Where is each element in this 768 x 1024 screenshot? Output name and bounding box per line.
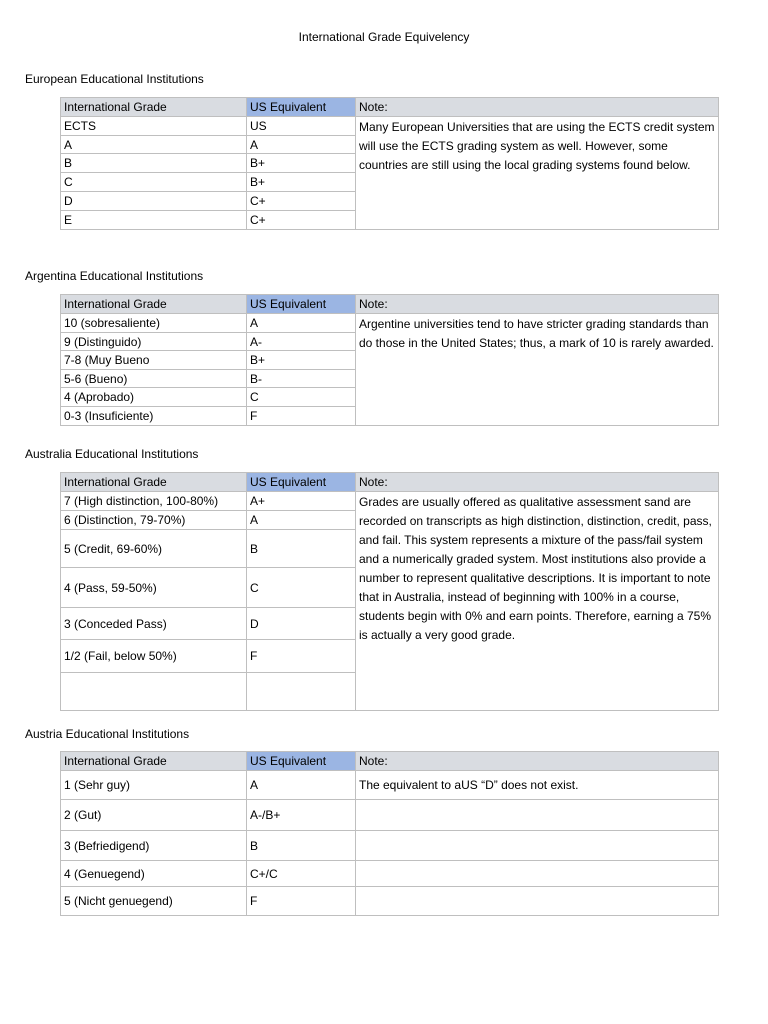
grade-cell: 4 (Genuegend)	[61, 861, 247, 887]
us-equivalent-cell: US	[247, 117, 356, 136]
us-equivalent-cell: C+	[247, 192, 356, 211]
grade-cell: E	[61, 211, 247, 230]
note-cell: Many European Universities that are using the ECTS credit system will use the ECTS grading system as well. However, some countries are still using the local grading systems found below.	[356, 117, 719, 230]
us-equivalent-cell: B-	[247, 370, 356, 388]
grade-cell: C	[61, 173, 247, 192]
header-us-equivalent: US Equivalent	[247, 752, 356, 771]
us-equivalent-cell: F	[247, 887, 356, 916]
table-row	[61, 800, 719, 831]
table-header-row	[61, 98, 719, 117]
grade-cell: ECTS	[61, 117, 247, 136]
grade-cell: 4 (Aprobado)	[61, 388, 247, 407]
grade-cell: 7-8 (Muy Bueno	[61, 351, 247, 370]
table-europe	[60, 97, 719, 230]
header-international-grade: International Grade	[61, 295, 247, 314]
grade-cell: 2 (Gut)	[61, 800, 247, 831]
grade-cell: 6 (Distinction, 79-70%)	[61, 511, 247, 530]
us-equivalent-cell: A+	[247, 492, 356, 511]
header-us-equivalent: US Equivalent	[247, 473, 356, 492]
table-row	[61, 887, 719, 916]
header-international-grade: International Grade	[61, 473, 247, 492]
table-australia	[60, 472, 719, 711]
grade-cell: A	[61, 136, 247, 154]
note-cell: Grades are usually offered as qualitative assessment sand are recorded on transcripts as high distinction, distinction, credit, pass, and fail. This system represents a mixture of the pass/fail system and a numerically graded system. Most institutions also provide a number to represent qualitative descriptions. It is important to note that in Australia, instead of beginning with 100% in a course, students begin with 0% and earn points. Therefore, earning a 75% is actually a very good grade.	[356, 492, 719, 711]
header-note: Note:	[356, 752, 719, 771]
us-equivalent-cell: A	[247, 136, 356, 154]
header-note: Note:	[356, 98, 719, 117]
us-equivalent-cell: A-/B+	[247, 800, 356, 831]
table-header-row	[61, 473, 719, 492]
us-equivalent-cell: C	[247, 388, 356, 407]
header-international-grade: International Grade	[61, 98, 247, 117]
grade-cell: 1 (Sehr guy)	[61, 771, 247, 800]
grade-cell	[61, 673, 247, 711]
us-equivalent-cell: B+	[247, 351, 356, 370]
section-heading-austria: Austria Educational Institutions	[25, 727, 190, 741]
grade-cell: 9 (Distinguido)	[61, 333, 247, 351]
us-equivalent-cell: A	[247, 771, 356, 800]
us-equivalent-cell: A-	[247, 333, 356, 351]
note-cell	[356, 861, 719, 887]
us-equivalent-cell: A	[247, 511, 356, 530]
table-row	[61, 771, 719, 800]
note-cell	[356, 887, 719, 916]
grade-cell: D	[61, 192, 247, 211]
table-row	[61, 314, 719, 333]
grade-cell: 3 (Befriedigend)	[61, 831, 247, 861]
header-us-equivalent: US Equivalent	[247, 295, 356, 314]
header-international-grade: International Grade	[61, 752, 247, 771]
header-us-equivalent: US Equivalent	[247, 98, 356, 117]
us-equivalent-cell: C	[247, 568, 356, 608]
header-note: Note:	[356, 295, 719, 314]
table-austria	[60, 751, 719, 916]
us-equivalent-cell	[247, 673, 356, 711]
note-cell	[356, 800, 719, 831]
us-equivalent-cell: B	[247, 530, 356, 568]
table-argentina	[60, 294, 719, 426]
note-cell: Argentine universities tend to have stricter grading standards than do those in the United States; thus, a mark of 10 is rarely awarded.	[356, 314, 719, 426]
section-heading-europe: European Educational Institutions	[25, 72, 204, 86]
grade-cell: 1/2 (Fail, below 50%)	[61, 640, 247, 673]
section-heading-argentina: Argentina Educational Institutions	[25, 269, 204, 283]
grade-cell: 4 (Pass, 59-50%)	[61, 568, 247, 608]
us-equivalent-cell: D	[247, 608, 356, 640]
table-header-row	[61, 752, 719, 771]
table-row	[61, 861, 719, 887]
us-equivalent-cell: F	[247, 407, 356, 426]
grade-cell: 5 (Credit, 69-60%)	[61, 530, 247, 568]
page-title: International Grade Equivelency	[298, 30, 470, 44]
note-cell: The equivalent to aUS “D” does not exist.	[356, 771, 719, 800]
us-equivalent-cell: F	[247, 640, 356, 673]
grade-cell: 3 (Conceded Pass)	[61, 608, 247, 640]
section-heading-australia: Australia Educational Institutions	[25, 447, 199, 461]
header-note: Note:	[356, 473, 719, 492]
us-equivalent-cell: B	[247, 831, 356, 861]
grade-cell: 5-6 (Bueno)	[61, 370, 247, 388]
grade-cell: 10 (sobresaliente)	[61, 314, 247, 333]
table-row	[61, 831, 719, 861]
table-row	[61, 117, 719, 136]
us-equivalent-cell: B+	[247, 154, 356, 173]
grade-cell: 0-3 (Insuficiente)	[61, 407, 247, 426]
us-equivalent-cell: A	[247, 314, 356, 333]
us-equivalent-cell: C+	[247, 211, 356, 230]
grade-cell: 7 (High distinction, 100-80%)	[61, 492, 247, 511]
note-cell	[356, 831, 719, 861]
us-equivalent-cell: C+/C	[247, 861, 356, 887]
grade-cell: 5 (Nicht genuegend)	[61, 887, 247, 916]
table-header-row	[61, 295, 719, 314]
table-row	[61, 492, 719, 511]
us-equivalent-cell: B+	[247, 173, 356, 192]
grade-cell: B	[61, 154, 247, 173]
